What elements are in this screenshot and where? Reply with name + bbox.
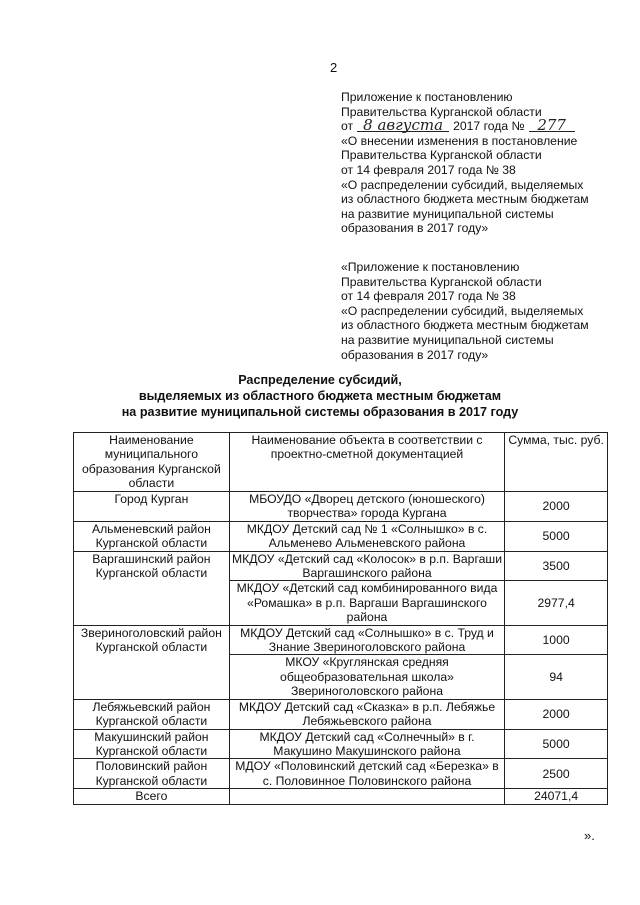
total-empty [229, 789, 504, 804]
handwritten-date: 8 августа [357, 119, 449, 132]
table-row [74, 551, 608, 581]
appendix-line: Правительства Курганской области [341, 104, 542, 119]
cell-sum: 5000 [505, 729, 608, 759]
closing-mark: ». [584, 828, 595, 843]
cell-municipality: Варгашинский район Курганской области [74, 551, 230, 625]
cell-municipality: Макушинский район Курганской области [74, 729, 230, 759]
cell-sum: 3500 [505, 551, 608, 581]
cell-object: МКДОУ «Детский сад «Колосок» в р.п. Варгаши Варгашинского района [229, 551, 504, 581]
appendix-line: от 14 февраля 2017 года № 38 [341, 289, 516, 304]
cell-municipality: Звериноголовский район Курганской области [74, 625, 230, 699]
cell-sum: 2000 [505, 492, 608, 522]
table-row [74, 521, 608, 551]
cell-object: МКОУ «Круглянская средняя общеобразовательная школа» Звериноголовского района [229, 655, 504, 699]
cell-municipality: Альменевский район Курганской области [74, 521, 230, 551]
cell-sum: 2977,4 [505, 581, 608, 625]
title-line: на развитие муниципальной системы образования в 2017 году [121, 404, 519, 419]
cell-object: МКДОУ «Детский сад комбинированного вида «Ромашка» в р.п. Варгаши Варгашинского района [229, 581, 504, 625]
page-number: 2 [330, 60, 338, 75]
cell-municipality: Лебяжьевский район Курганской области [74, 699, 230, 729]
appendix-line: «О распределении субсидий, выделяемых [341, 303, 584, 318]
table-header-row [74, 433, 608, 492]
appendix-line: на развитие муниципальной системы [341, 206, 554, 221]
cell-object: МКДОУ Детский сад «Солнышко» в с. Труд и Знание Звериноголовского района [229, 625, 504, 655]
date-prefix: от [341, 119, 354, 134]
table-row [74, 492, 608, 522]
appendix-date-line [341, 116, 589, 135]
cell-sum: 1000 [505, 625, 608, 655]
cell-sum: 5000 [505, 521, 608, 551]
appendix-line: Правительства Курганской области [341, 148, 542, 163]
appendix-line: «О внесении изменения в постановление [341, 133, 578, 148]
table-row [74, 699, 608, 729]
appendix-line: «Приложение к постановлению [341, 260, 520, 274]
appendix-line: «О распределении субсидий, выделяемых [341, 177, 584, 192]
appendix-old [341, 260, 589, 362]
cell-municipality: Город Курган [74, 492, 230, 522]
cell-sum: 2500 [505, 759, 608, 789]
total-label: Всего [74, 789, 230, 804]
subsidy-table [73, 432, 608, 805]
appendix-line: образования в 2017 году» [341, 347, 489, 362]
handwritten-number: 277 [529, 119, 575, 132]
table-row [74, 729, 608, 759]
appendix-line: от 14 февраля 2017 года № 38 [341, 162, 516, 177]
appendix-line: из областного бюджета местным бюджетам [341, 318, 589, 333]
title-line: выделяемых из областного бюджета местным бюджетам [138, 388, 502, 403]
cell-object: МКДОУ Детский сад «Солнечный» в г. Макушино Макушинского района [229, 729, 504, 759]
cell-object: МКДОУ Детский сад № 1 «Солнышко» в с. Альменево Альменевского района [229, 521, 504, 551]
cell-object: МКДОУ Детский сад «Сказка» в р.п. Лебяжье Лебяжьевского района [229, 699, 504, 729]
total-sum: 24071,4 [505, 789, 608, 804]
cell-object: МБОУДО «Дворец детского (юношеского) творчества» города Кургана [229, 492, 504, 522]
header-municipality: Наименование муниципального образования Курганской области [74, 433, 230, 492]
cell-sum: 2000 [505, 699, 608, 729]
appendix-line: образования в 2017 году» [341, 221, 489, 236]
title-line: Распределение субсидий, [238, 373, 402, 387]
table-total-row [74, 789, 608, 804]
header-sum: Сумма, тыс. руб. [505, 433, 608, 492]
cell-object: МДОУ «Половинский детский сад «Березка» в с. Половинное Половинского района [229, 759, 504, 789]
appendix-new [341, 90, 589, 236]
appendix-line: Правительства Курганской области [341, 274, 542, 289]
cell-sum: 94 [505, 655, 608, 699]
table-row [74, 625, 608, 655]
date-year: 2017 года № [453, 119, 525, 134]
document-title [72, 373, 568, 420]
header-object: Наименование объекта в соответствии с проектно-сметной документацией [229, 433, 504, 492]
cell-municipality: Половинский район Курганской области [74, 759, 230, 789]
appendix-line: на развитие муниципальной системы [341, 332, 554, 347]
table-row [74, 759, 608, 789]
appendix-line: Приложение к постановлению [341, 90, 513, 104]
appendix-line: из областного бюджета местным бюджетам [341, 192, 589, 207]
